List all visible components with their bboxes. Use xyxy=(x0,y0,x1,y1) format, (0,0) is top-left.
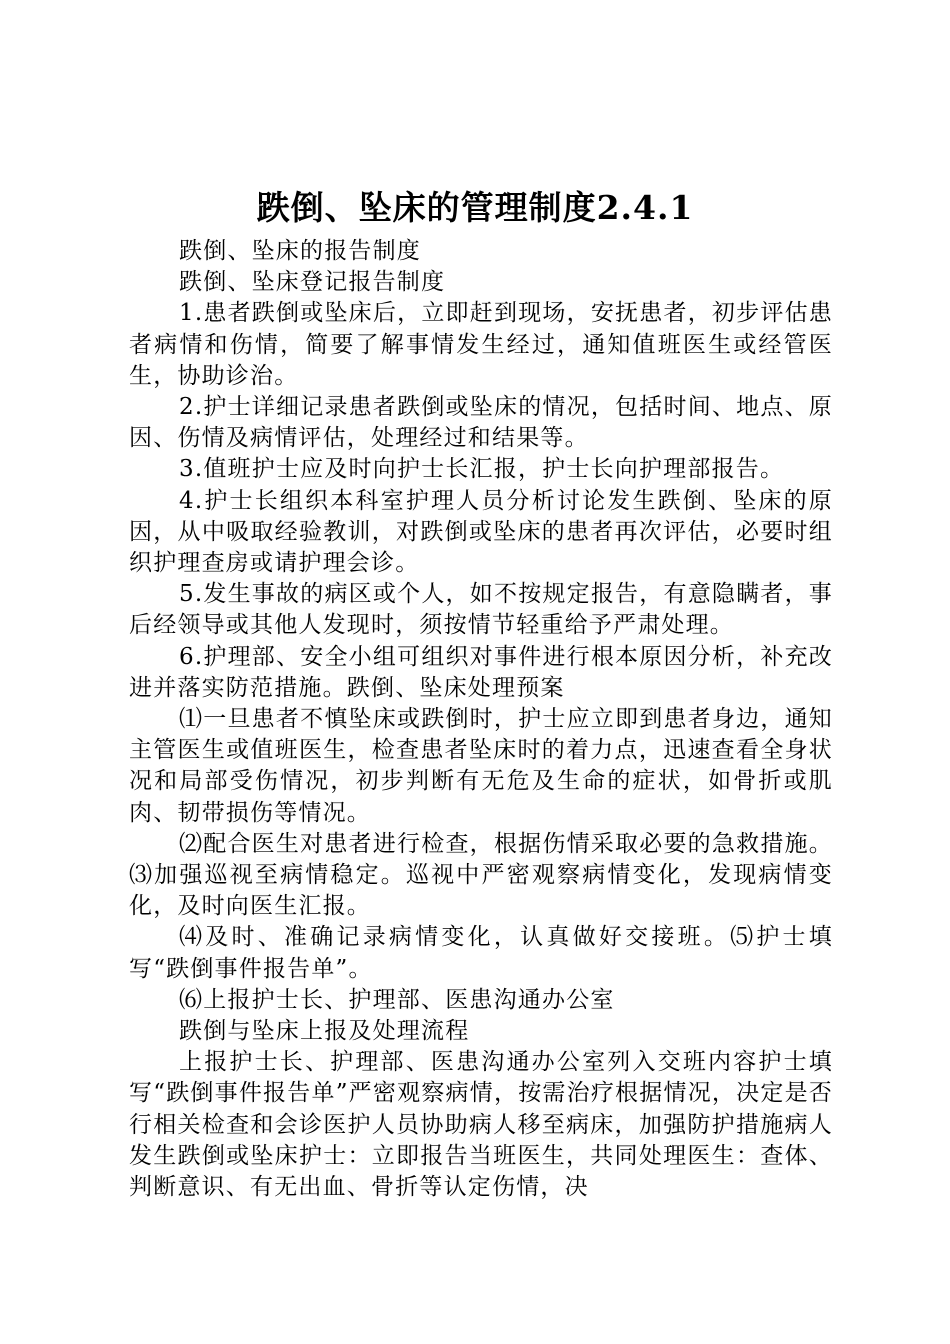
paragraph-item-1: 1.患者跌倒或坠床后，立即赶到现场，安抚患者，初步评估患者病情和伤情，简要了解事情发生经过，通知值班医生或经管医生，协助诊治。 xyxy=(129,300,833,389)
paragraph-item-6: 6.护理部、安全小组可组织对事件进行根本原因分析，补充改进并落实防范措施。跌倒、坠床处理预案 xyxy=(129,643,833,701)
paragraph-item-2: 2.护士详细记录患者跌倒或坠床的情况，包括时间、地点、原因、伤情及病情评估，处理经过和结果等。 xyxy=(129,394,833,452)
paragraph-item-5: 5.发生事故的病区或个人，如不按规定报告，有意隐瞒者，事后经领导或其他人发现时，须按情节轻重给予严肃处理。 xyxy=(129,581,833,639)
paragraph-plan-6: ⑹上报护士长、护理部、医患沟通办公室 xyxy=(179,986,615,1013)
paragraph-plan-1: ⑴一旦患者不慎坠床或跌倒时，护士应立即到患者身边，通知主管医生或值班医生，检查患者坠床时的着力点，迅速查看全身状况和局部受伤情况，初步判断有无危及生命的症状，如骨折或肌肉、韧带损伤等情况。 xyxy=(129,706,833,826)
paragraph-flow-heading: 跌倒与坠床上报及处理流程 xyxy=(179,1018,470,1045)
paragraph-plan-2-3: ⑵配合医生对患者进行检查，根据伤情采取必要的急救措施。⑶加强巡视至病情稳定。巡视中严密观察病情变化，发现病情变化，及时向医生汇报。 xyxy=(129,830,833,920)
document-body xyxy=(129,236,833,1203)
paragraph-item-4: 4.护士长组织本科室护理人员分析讨论发生跌倒、坠床的原因，从中吸取经验教训，对跌倒或坠床的患者再次评估，必要时组织护理查房或请护理会诊。 xyxy=(129,487,833,577)
paragraph-item-3: 3.值班护士应及时向护士长汇报，护士长向护理部报告。 xyxy=(179,456,785,483)
paragraph-report-system: 跌倒、坠床的报告制度 xyxy=(179,238,421,264)
document-title: 跌倒、坠床的管理制度2.4.1 xyxy=(256,188,694,227)
paragraph-plan-4-5: ⑷及时、准确记录病情变化，认真做好交接班。⑸护士填写“跌倒事件报告单”。 xyxy=(129,924,833,982)
paragraph-flow-body: 上报护士长、护理部、医患沟通办公室列入交班内容护士填写“跌倒事件报告单”严密观察病情，按需治疗根据情况，决定是否行相关检查和会诊医护人员协助病人移至病床，加强防护措施病人发生跌倒或坠床护士：立即报告当班医生，共同处理医生：查体、判断意识、有无出血、骨折等认定伤情，决 xyxy=(129,1049,833,1201)
paragraph-registration-system: 跌倒、坠床登记报告制度 xyxy=(179,269,446,296)
